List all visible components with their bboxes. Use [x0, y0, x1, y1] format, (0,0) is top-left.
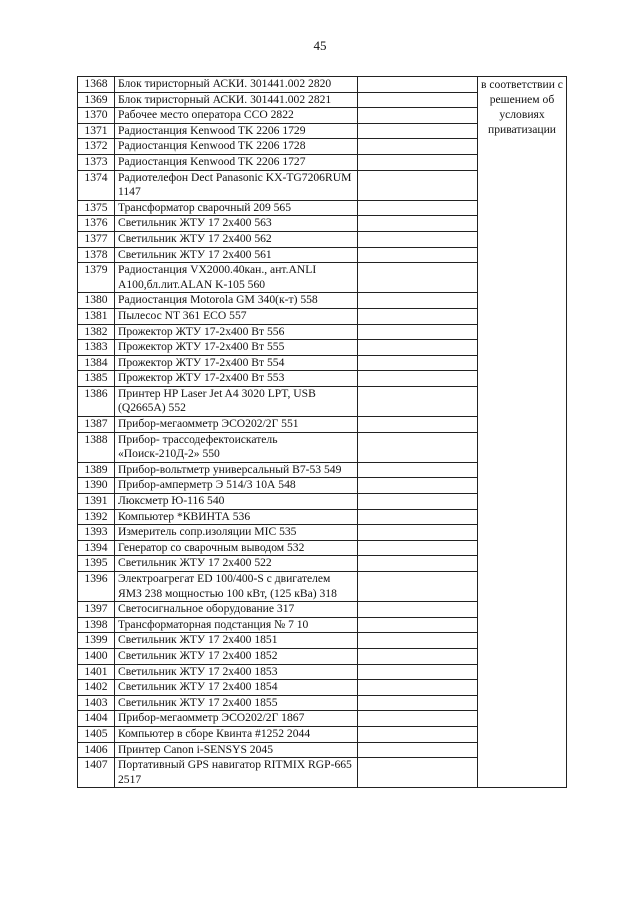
item-name: Прибор-вольтметр универсальный В7-53 549: [115, 462, 358, 478]
row-number: 1391: [78, 494, 115, 510]
row-number: 1404: [78, 711, 115, 727]
item-name: Компьютер *КВИНТА 536: [115, 509, 358, 525]
row-number: 1376: [78, 216, 115, 232]
item-name: Светильник ЖТУ 17 2х400 522: [115, 556, 358, 572]
row-number: 1385: [78, 371, 115, 387]
item-name: Радиостанция Kenwood TK 2206 1727: [115, 154, 358, 170]
empty-cell: [358, 758, 478, 788]
row-number: 1399: [78, 633, 115, 649]
item-name: Светильник ЖТУ 17 2х400 563: [115, 216, 358, 232]
row-number: 1387: [78, 417, 115, 433]
item-name: Радиостанция Kenwood TK 2206 1729: [115, 123, 358, 139]
row-number: 1394: [78, 540, 115, 556]
item-name: Прибор- трассодефектоискатель «Поиск-210Д-2» 550: [115, 432, 358, 462]
row-number: 1375: [78, 200, 115, 216]
empty-cell: [358, 540, 478, 556]
row-number: 1400: [78, 648, 115, 664]
row-number: 1377: [78, 231, 115, 247]
item-name: Генератор со сварочным выводом 532: [115, 540, 358, 556]
empty-cell: [358, 680, 478, 696]
item-name: Блок тиристорный АСКИ. 301441.002 2820: [115, 77, 358, 93]
empty-cell: [358, 92, 478, 108]
item-name: Светильник ЖТУ 17 2х400 562: [115, 231, 358, 247]
row-number: 1405: [78, 726, 115, 742]
row-number: 1370: [78, 108, 115, 124]
empty-cell: [358, 355, 478, 371]
item-name: Прибор-мегаомметр ЭСО202/2Г 551: [115, 417, 358, 433]
empty-cell: [358, 726, 478, 742]
row-number: 1379: [78, 263, 115, 293]
empty-cell: [358, 617, 478, 633]
empty-cell: [358, 711, 478, 727]
empty-cell: [358, 742, 478, 758]
row-number: 1386: [78, 386, 115, 416]
row-number: 1392: [78, 509, 115, 525]
empty-cell: [358, 695, 478, 711]
row-number: 1374: [78, 170, 115, 200]
row-number: 1390: [78, 478, 115, 494]
item-name: Рабочее место оператора ССО 2822: [115, 108, 358, 124]
empty-cell: [358, 340, 478, 356]
row-number: 1382: [78, 324, 115, 340]
item-name: Прожектор ЖТУ 17-2х400 Вт 554: [115, 355, 358, 371]
item-name: Светильник ЖТУ 17 2х400 1852: [115, 648, 358, 664]
item-name: Принтер HP Laser Jet A4 3020 LPT, USB (Q2665A) 552: [115, 386, 358, 416]
empty-cell: [358, 154, 478, 170]
empty-cell: [358, 123, 478, 139]
empty-cell: [358, 572, 478, 602]
row-number: 1384: [78, 355, 115, 371]
empty-cell: [358, 200, 478, 216]
empty-cell: [358, 417, 478, 433]
empty-cell: [358, 324, 478, 340]
empty-cell: [358, 263, 478, 293]
row-number: 1380: [78, 293, 115, 309]
item-name: Прожектор ЖТУ 17-2х400 Вт 555: [115, 340, 358, 356]
item-name: Трансформаторная подстанция № 7 10: [115, 617, 358, 633]
table-row: [78, 77, 567, 93]
row-number: 1381: [78, 308, 115, 324]
item-name: Пылесос NT 361 ECO 557: [115, 308, 358, 324]
row-number: 1389: [78, 462, 115, 478]
row-number: 1401: [78, 664, 115, 680]
row-number: 1397: [78, 602, 115, 618]
empty-cell: [358, 509, 478, 525]
empty-cell: [358, 664, 478, 680]
item-name: Трансформатор сварочный 209 565: [115, 200, 358, 216]
row-number: 1378: [78, 247, 115, 263]
item-name: Прожектор ЖТУ 17-2х400 Вт 553: [115, 371, 358, 387]
row-number: 1406: [78, 742, 115, 758]
item-name: Принтер Canon i-SENSYS 2045: [115, 742, 358, 758]
empty-cell: [358, 386, 478, 416]
item-name: Радиотелефон Dect Panasonic KX-TG7206RUM 1147: [115, 170, 358, 200]
item-name: Электроагрегат ED 100/400-S с двигателем ЯМЗ 238 мощностью 100 кВт, (125 кВа) 318: [115, 572, 358, 602]
item-name: Светильник ЖТУ 17 2х400 1855: [115, 695, 358, 711]
empty-cell: [358, 247, 478, 263]
item-name: Прожектор ЖТУ 17-2х400 Вт 556: [115, 324, 358, 340]
row-number: 1398: [78, 617, 115, 633]
row-number: 1383: [78, 340, 115, 356]
empty-cell: [358, 139, 478, 155]
empty-cell: [358, 462, 478, 478]
item-name: Радиостанция Motorola GM 340(к-т) 558: [115, 293, 358, 309]
row-number: 1369: [78, 92, 115, 108]
row-number: 1372: [78, 139, 115, 155]
row-number: 1407: [78, 758, 115, 788]
row-number: 1388: [78, 432, 115, 462]
item-name: Светильник ЖТУ 17 2х400 1854: [115, 680, 358, 696]
empty-cell: [358, 525, 478, 541]
empty-cell: [358, 494, 478, 510]
item-name: Компьютер в сборе Квинта #1252 2044: [115, 726, 358, 742]
page-number: 45: [313, 38, 327, 53]
item-name: Светильник ЖТУ 17 2х400 1851: [115, 633, 358, 649]
item-name: Радиостанция Kenwood TK 2206 1728: [115, 139, 358, 155]
item-name: Люксметр Ю-116 540: [115, 494, 358, 510]
row-number: 1395: [78, 556, 115, 572]
row-number: 1373: [78, 154, 115, 170]
item-name: Светильник ЖТУ 17 2х400 1853: [115, 664, 358, 680]
row-number: 1402: [78, 680, 115, 696]
inventory-table: [77, 76, 567, 788]
item-name: Прибор-мегаомметр ЭСО202/2Г 1867: [115, 711, 358, 727]
empty-cell: [358, 170, 478, 200]
row-number: 1393: [78, 525, 115, 541]
empty-cell: [358, 231, 478, 247]
item-name: Светильник ЖТУ 17 2х400 561: [115, 247, 358, 263]
empty-cell: [358, 216, 478, 232]
empty-cell: [358, 308, 478, 324]
empty-cell: [358, 648, 478, 664]
item-name: Блок тиристорный АСКИ. 301441.002 2821: [115, 92, 358, 108]
empty-cell: [358, 556, 478, 572]
empty-cell: [358, 478, 478, 494]
item-name: Радиостанция VX2000.40кан., ант.ANLI A100,бл.лит.ALAN K-105 560: [115, 263, 358, 293]
privatization-note: в соответствии с решением об условиях приватизации: [478, 77, 567, 788]
empty-cell: [358, 633, 478, 649]
empty-cell: [358, 432, 478, 462]
item-name: Светосигнальное оборудование 317: [115, 602, 358, 618]
empty-cell: [358, 293, 478, 309]
row-number: 1396: [78, 572, 115, 602]
inventory-table-body: [78, 77, 567, 788]
row-number: 1368: [78, 77, 115, 93]
row-number: 1371: [78, 123, 115, 139]
item-name: Измеритель сопр.изоляции MIC 535: [115, 525, 358, 541]
empty-cell: [358, 602, 478, 618]
row-number: 1403: [78, 695, 115, 711]
item-name: Прибор-амперметр Э 514/3 10А 548: [115, 478, 358, 494]
empty-cell: [358, 371, 478, 387]
item-name: Портативный GPS навигатор RITMIX RGP-665 2517: [115, 758, 358, 788]
empty-cell: [358, 108, 478, 124]
empty-cell: [358, 77, 478, 93]
